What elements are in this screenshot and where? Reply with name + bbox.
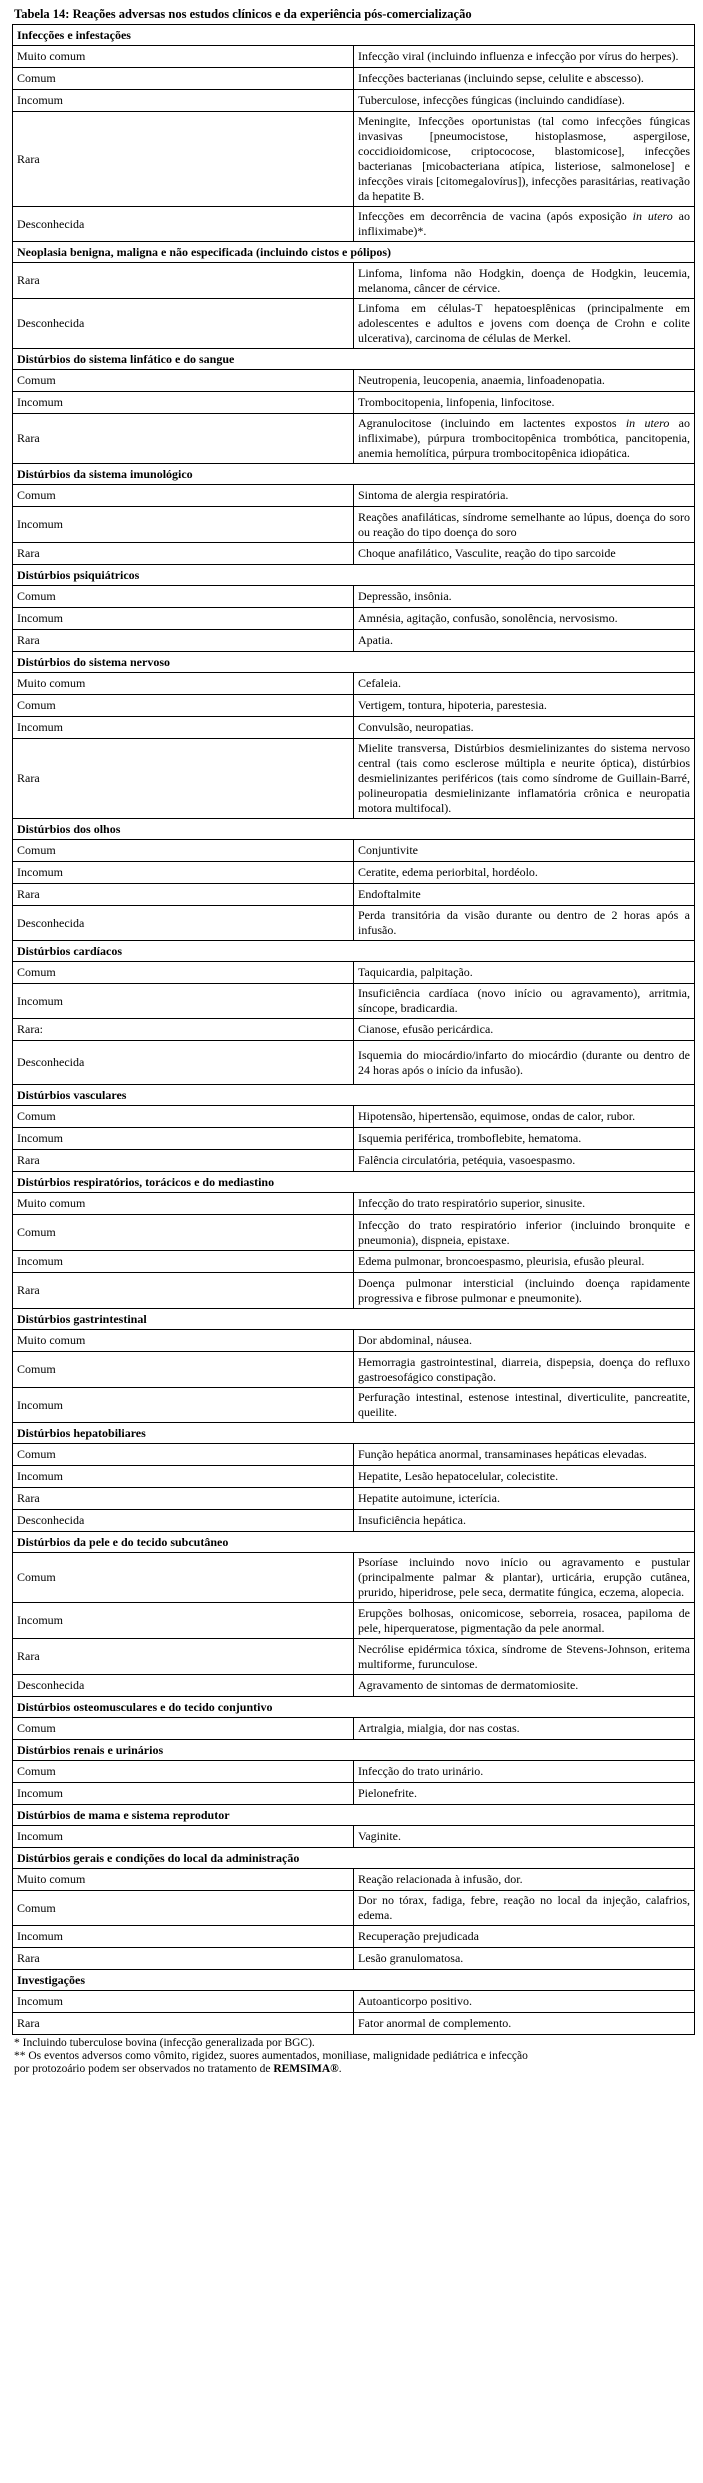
reaction-cell: Insuficiência cardíaca (novo início ou agravamento), arritmia, síncope, bradicardia.: [354, 984, 695, 1019]
adverse-reactions-table: [12, 24, 695, 2035]
table-row: [13, 1488, 695, 1510]
table-row: [13, 586, 695, 608]
reaction-cell: Infecção do trato respiratório superior, sinusite.: [354, 1193, 695, 1215]
frequency-cell: Rara: [13, 884, 354, 906]
table-row: [13, 46, 695, 68]
reaction-cell: Vertigem, tontura, hipoteria, parestesia.: [354, 695, 695, 717]
frequency-cell: Rara: [13, 739, 354, 819]
table-row: [13, 2013, 695, 2035]
table-row: [13, 862, 695, 884]
table-row: [13, 608, 695, 630]
frequency-cell: Rara: [13, 1150, 354, 1172]
frequency-cell: Muito comum: [13, 1869, 354, 1891]
section-title: Distúrbios vasculares: [13, 1085, 695, 1106]
frequency-cell: Comum: [13, 1718, 354, 1740]
frequency-cell: Comum: [13, 1352, 354, 1388]
reaction-cell: Choque anafilático, Vasculite, reação do tipo sarcoide: [354, 543, 695, 565]
frequency-cell: Muito comum: [13, 46, 354, 68]
table-row: [13, 543, 695, 565]
frequency-cell: Incomum: [13, 392, 354, 414]
frequency-cell: Muito comum: [13, 1330, 354, 1352]
section-header-row: [13, 1309, 695, 1330]
table-row: [13, 1718, 695, 1740]
frequency-cell: Incomum: [13, 1826, 354, 1848]
frequency-cell: Comum: [13, 1761, 354, 1783]
section-header-row: [13, 464, 695, 485]
frequency-cell: Desconhecida: [13, 1510, 354, 1532]
reaction-cell: Infecções bacterianas (incluindo sepse, celulite e abscesso).: [354, 68, 695, 90]
reaction-cell: Linfoma em células-T hepatoesplênicas (principalmente em adolescentes e adultos e jovens com doença de Crohn e colite ulcerativa), carcinoma de células de Merkel.: [354, 299, 695, 349]
reaction-cell: Linfoma, linfoma não Hodgkin, doença de Hodgkin, leucemia, melanoma, câncer de cérvice.: [354, 263, 695, 299]
section-title: Distúrbios do sistema nervoso: [13, 652, 695, 673]
reaction-cell: Necrólise epidérmica tóxica, síndrome de Stevens-Johnson, eritema multiforme, furunculose.: [354, 1639, 695, 1675]
footnote-2-line-a: ** Os eventos adversos como vômito, rigidez, suores aumentados, moniliase, malignidade pediátrica e infecção: [14, 2050, 528, 2062]
section-title: Distúrbios renais e urinários: [13, 1740, 695, 1761]
reaction-cell: Neutropenia, leucopenia, anaemia, linfoadenopatia.: [354, 370, 695, 392]
table-row: [13, 1128, 695, 1150]
frequency-cell: Muito comum: [13, 1193, 354, 1215]
frequency-cell: Comum: [13, 68, 354, 90]
table-row: [13, 90, 695, 112]
reaction-cell: Erupções bolhosas, onicomicose, seborreia, rosacea, papiloma de pele, hiperqueratose, pigmentação da pele anormal.: [354, 1603, 695, 1639]
reaction-cell: Depressão, insônia.: [354, 586, 695, 608]
reaction-cell: Trombocitopenia, linfopenia, linfocitose.: [354, 392, 695, 414]
reaction-cell: Infecção do trato urinário.: [354, 1761, 695, 1783]
table-row: [13, 392, 695, 414]
table-row: [13, 1675, 695, 1697]
frequency-cell: Rara: [13, 1273, 354, 1309]
reaction-cell: Hepatite, Lesão hepatocelular, colecistite.: [354, 1466, 695, 1488]
document-page: [12, 4, 695, 2076]
table-row: [13, 695, 695, 717]
table-row: [13, 1388, 695, 1423]
frequency-cell: Rara: [13, 263, 354, 299]
table-row: [13, 1330, 695, 1352]
table-row: [13, 507, 695, 543]
table-row: [13, 1106, 695, 1128]
section-header-row: [13, 565, 695, 586]
section-title: Distúrbios osteomusculares e do tecido conjuntivo: [13, 1697, 695, 1718]
table-row: [13, 414, 695, 464]
frequency-cell: Comum: [13, 370, 354, 392]
reaction-cell: Cefaleia.: [354, 673, 695, 695]
table-row: [13, 1019, 695, 1041]
frequency-cell: Rara:: [13, 1019, 354, 1041]
section-header-row: [13, 242, 695, 263]
frequency-cell: Comum: [13, 485, 354, 507]
reaction-cell: Fator anormal de complemento.: [354, 2013, 695, 2035]
table-row: [13, 370, 695, 392]
frequency-cell: Muito comum: [13, 673, 354, 695]
brand-name: REMSIMA®: [273, 2063, 339, 2075]
frequency-cell: Desconhecida: [13, 299, 354, 349]
reaction-cell: Isquemia periférica, tromboflebite, hematoma.: [354, 1128, 695, 1150]
reaction-cell: Isquemia do miocárdio/infarto do miocárdio (durante ou dentro de 24 horas após o início da infusão).: [354, 1041, 695, 1085]
reaction-cell: Ceratite, edema periorbital, hordéolo.: [354, 862, 695, 884]
reaction-cell: Reação relacionada à infusão, dor.: [354, 1869, 695, 1891]
frequency-cell: Incomum: [13, 1991, 354, 2013]
frequency-cell: Rara: [13, 630, 354, 652]
frequency-cell: Comum: [13, 586, 354, 608]
reaction-cell: Agranulocitose (incluindo em lactentes expostos in utero ao infliximabe), púrpura trombocitopênica trombótica, pancitopenia, anemia hemolítica, púrpura trombocitopênica idiopática.: [354, 414, 695, 464]
frequency-cell: Incomum: [13, 1466, 354, 1488]
table-row: [13, 207, 695, 242]
table-row: [13, 1273, 695, 1309]
frequency-cell: Rara: [13, 1948, 354, 1970]
reaction-cell: Hepatite autoimune, icterícia.: [354, 1488, 695, 1510]
section-header-row: [13, 349, 695, 370]
reaction-cell: Hemorragia gastrointestinal, diarreia, dispepsia, doença do refluxo gastroesofágico constipação.: [354, 1352, 695, 1388]
reaction-cell: Apatia.: [354, 630, 695, 652]
table-row: [13, 1215, 695, 1251]
frequency-cell: Comum: [13, 1553, 354, 1603]
reaction-cell: Função hepática anormal, transaminases hepáticas elevadas.: [354, 1444, 695, 1466]
frequency-cell: Comum: [13, 1215, 354, 1251]
section-title: Investigações: [13, 1970, 695, 1991]
table-row: [13, 984, 695, 1019]
frequency-cell: Comum: [13, 1106, 354, 1128]
footnote-2-line-b: por protozoário podem ser observados no tratamento de: [14, 2063, 271, 2075]
table-row: [13, 884, 695, 906]
section-header-row: [13, 1423, 695, 1444]
reaction-cell: Hipotensão, hipertensão, equimose, ondas de calor, rubor.: [354, 1106, 695, 1128]
reaction-cell: Perda transitória da visão durante ou dentro de 2 horas após a infusão.: [354, 906, 695, 941]
reaction-cell: Infecções em decorrência de vacina (após exposição in utero ao infliximabe)*.: [354, 207, 695, 242]
reaction-cell: Dor no tórax, fadiga, febre, reação no local da injeção, calafrios, edema.: [354, 1891, 695, 1926]
table-row: [13, 1553, 695, 1603]
section-title: Distúrbios de mama e sistema reprodutor: [13, 1805, 695, 1826]
table-row: [13, 1444, 695, 1466]
frequency-cell: Incomum: [13, 1388, 354, 1423]
section-title: Distúrbios dos olhos: [13, 819, 695, 840]
section-title: Distúrbios da pele e do tecido subcutâneo: [13, 1532, 695, 1553]
section-header-row: [13, 1172, 695, 1193]
frequency-cell: Incomum: [13, 1251, 354, 1273]
frequency-cell: Rara: [13, 112, 354, 207]
table-row: [13, 1891, 695, 1926]
table-row: [13, 1150, 695, 1172]
section-title: Distúrbios cardíacos: [13, 941, 695, 962]
reaction-cell: Taquicardia, palpitação.: [354, 962, 695, 984]
frequency-cell: Comum: [13, 1444, 354, 1466]
table-row: [13, 630, 695, 652]
table-row: [13, 1826, 695, 1848]
section-title: Neoplasia benigna, maligna e não especificada (incluindo cistos e pólipos): [13, 242, 695, 263]
frequency-cell: Incomum: [13, 1603, 354, 1639]
table-row: [13, 673, 695, 695]
table-row: [13, 1948, 695, 1970]
table-row: [13, 112, 695, 207]
frequency-cell: Comum: [13, 1891, 354, 1926]
reaction-cell: Lesão granulomatosa.: [354, 1948, 695, 1970]
section-header-row: [13, 652, 695, 673]
reaction-cell: Meningite, Infecções oportunistas (tal como infecções fúngicas invasivas [pneumocistose, histoplasmose, aspergilose, coccidioidomicose, criptococose, blastomicose], infecções bacterianas [micobacteriana atípica, listeriose, salmonelose] e infecções virais [citomegalovírus]), infecções parasitárias, reativação da hepatite B.: [354, 112, 695, 207]
reaction-cell: Artralgia, mialgia, dor nas costas.: [354, 1718, 695, 1740]
reaction-cell: Cianose, efusão pericárdica.: [354, 1019, 695, 1041]
table-row: [13, 840, 695, 862]
table-row: [13, 739, 695, 819]
frequency-cell: Desconhecida: [13, 1041, 354, 1085]
frequency-cell: Rara: [13, 1488, 354, 1510]
table-row: [13, 68, 695, 90]
table-row: [13, 962, 695, 984]
footnote-2-period: .: [338, 2063, 342, 2075]
frequency-cell: Incomum: [13, 608, 354, 630]
frequency-cell: Desconhecida: [13, 1675, 354, 1697]
table-row: [13, 1041, 695, 1085]
section-header-row: [13, 1740, 695, 1761]
reaction-cell: Tuberculose, infecções fúngicas (incluindo candidíase).: [354, 90, 695, 112]
reaction-cell: Convulsão, neuropatias.: [354, 717, 695, 739]
table-row: [13, 1193, 695, 1215]
table-row: [13, 1639, 695, 1675]
table-row: [13, 1603, 695, 1639]
frequency-cell: Comum: [13, 695, 354, 717]
reaction-cell: Autoanticorpo positivo.: [354, 1991, 695, 2013]
table-row: [13, 485, 695, 507]
reaction-cell: Edema pulmonar, broncoespasmo, pleurisia, efusão pleural.: [354, 1251, 695, 1273]
reaction-cell: Infecção do trato respiratório inferior (incluindo bronquite e pneumonia), dispneia, epistaxe.: [354, 1215, 695, 1251]
section-title: Distúrbios do sistema linfático e do sangue: [13, 349, 695, 370]
reaction-cell: Vaginite.: [354, 1826, 695, 1848]
frequency-cell: Incomum: [13, 90, 354, 112]
italic-term: in utero: [625, 416, 670, 430]
section-title: Distúrbios respiratórios, torácicos e do mediastino: [13, 1172, 695, 1193]
frequency-cell: Incomum: [13, 1783, 354, 1805]
table-row: [13, 1926, 695, 1948]
frequency-cell: Incomum: [13, 507, 354, 543]
table-row: [13, 717, 695, 739]
reaction-cell: Recuperação prejudicada: [354, 1926, 695, 1948]
table-title: Tabela 14: Reações adversas nos estudos clínicos e da experiência pós-comercialização: [14, 7, 472, 21]
table-row: [13, 299, 695, 349]
section-header-row: [13, 1697, 695, 1718]
frequency-cell: Incomum: [13, 1128, 354, 1150]
table-row: [13, 263, 695, 299]
frequency-cell: Rara: [13, 2013, 354, 2035]
section-title: Infecções e infestações: [13, 25, 695, 46]
frequency-cell: Incomum: [13, 862, 354, 884]
table-row: [13, 1466, 695, 1488]
section-title: Distúrbios psiquiátricos: [13, 565, 695, 586]
table-row: [13, 1251, 695, 1273]
frequency-cell: Comum: [13, 962, 354, 984]
reaction-cell: Pielonefrite.: [354, 1783, 695, 1805]
table-body: [13, 25, 695, 2035]
footnote-1: * Incluindo tuberculose bovina (infecção generalizada por BGC).: [14, 2037, 315, 2049]
reaction-cell: Amnésia, agitação, confusão, sonolência, nervosismo.: [354, 608, 695, 630]
section-header-row: [13, 1848, 695, 1869]
section-header-row: [13, 1532, 695, 1553]
table-row: [13, 1352, 695, 1388]
frequency-cell: Incomum: [13, 984, 354, 1019]
section-title: Distúrbios gastrintestinal: [13, 1309, 695, 1330]
section-header-row: [13, 1805, 695, 1826]
table-row: [13, 1510, 695, 1532]
reaction-cell: Perfuração intestinal, estenose intestinal, diverticulite, pancreatite, queilite.: [354, 1388, 695, 1423]
frequency-cell: Comum: [13, 840, 354, 862]
section-header-row: [13, 1970, 695, 1991]
reaction-cell: Mielite transversa, Distúrbios desmielinizantes do sistema nervoso central (tais como esclerose múltipla e neurite óptica), distúrbios desmielinizantes periféricos (tais como síndrome de Guillain-Barré, polineuropatia desmielinizante inflamatória crônica e neuropatia motora multifocal).: [354, 739, 695, 819]
reaction-cell: Infecção viral (incluindo influenza e infecção por vírus do herpes).: [354, 46, 695, 68]
footnotes: [12, 2037, 695, 2076]
italic-term: in utero: [632, 209, 673, 223]
reaction-cell: Conjuntivite: [354, 840, 695, 862]
table-row: [13, 1783, 695, 1805]
reaction-cell: Doença pulmonar intersticial (incluindo doença rapidamente progressiva e fibrose pulmonar e pneumonite).: [354, 1273, 695, 1309]
frequency-cell: Desconhecida: [13, 207, 354, 242]
frequency-cell: Incomum: [13, 1926, 354, 1948]
reaction-cell: Dor abdominal, náusea.: [354, 1330, 695, 1352]
section-header-row: [13, 819, 695, 840]
reaction-cell: Endoftalmite: [354, 884, 695, 906]
table-row: [13, 906, 695, 941]
reaction-cell: Agravamento de sintomas de dermatomiosite.: [354, 1675, 695, 1697]
table-row: [13, 1991, 695, 2013]
frequency-cell: Incomum: [13, 717, 354, 739]
frequency-cell: Rara: [13, 1639, 354, 1675]
frequency-cell: Rara: [13, 543, 354, 565]
table-row: [13, 1869, 695, 1891]
reaction-cell: Falência circulatória, petéquia, vasoespasmo.: [354, 1150, 695, 1172]
section-title: Distúrbios hepatobiliares: [13, 1423, 695, 1444]
footnote-2: [14, 2050, 695, 2076]
reaction-cell: Psoríase incluindo novo início ou agravamento e pustular (principalmente palmar & plantar), urticária, erupção cutânea, prurido, hiperidrose, pele seca, dermatite fúngica, eczema, alopecia.: [354, 1553, 695, 1603]
frequency-cell: Desconhecida: [13, 906, 354, 941]
section-title: Distúrbios gerais e condições do local da administração: [13, 1848, 695, 1869]
reaction-cell: Reações anafiláticas, síndrome semelhante ao lúpus, doença do soro ou reação do tipo doença do soro: [354, 507, 695, 543]
reaction-cell: Insuficiência hepática.: [354, 1510, 695, 1532]
reaction-cell: Sintoma de alergia respiratória.: [354, 485, 695, 507]
section-title: Distúrbios da sistema imunológico: [13, 464, 695, 485]
table-row: [13, 1761, 695, 1783]
frequency-cell: Rara: [13, 414, 354, 464]
section-header-row: [13, 941, 695, 962]
section-header-row: [13, 1085, 695, 1106]
section-header-row: [13, 25, 695, 46]
